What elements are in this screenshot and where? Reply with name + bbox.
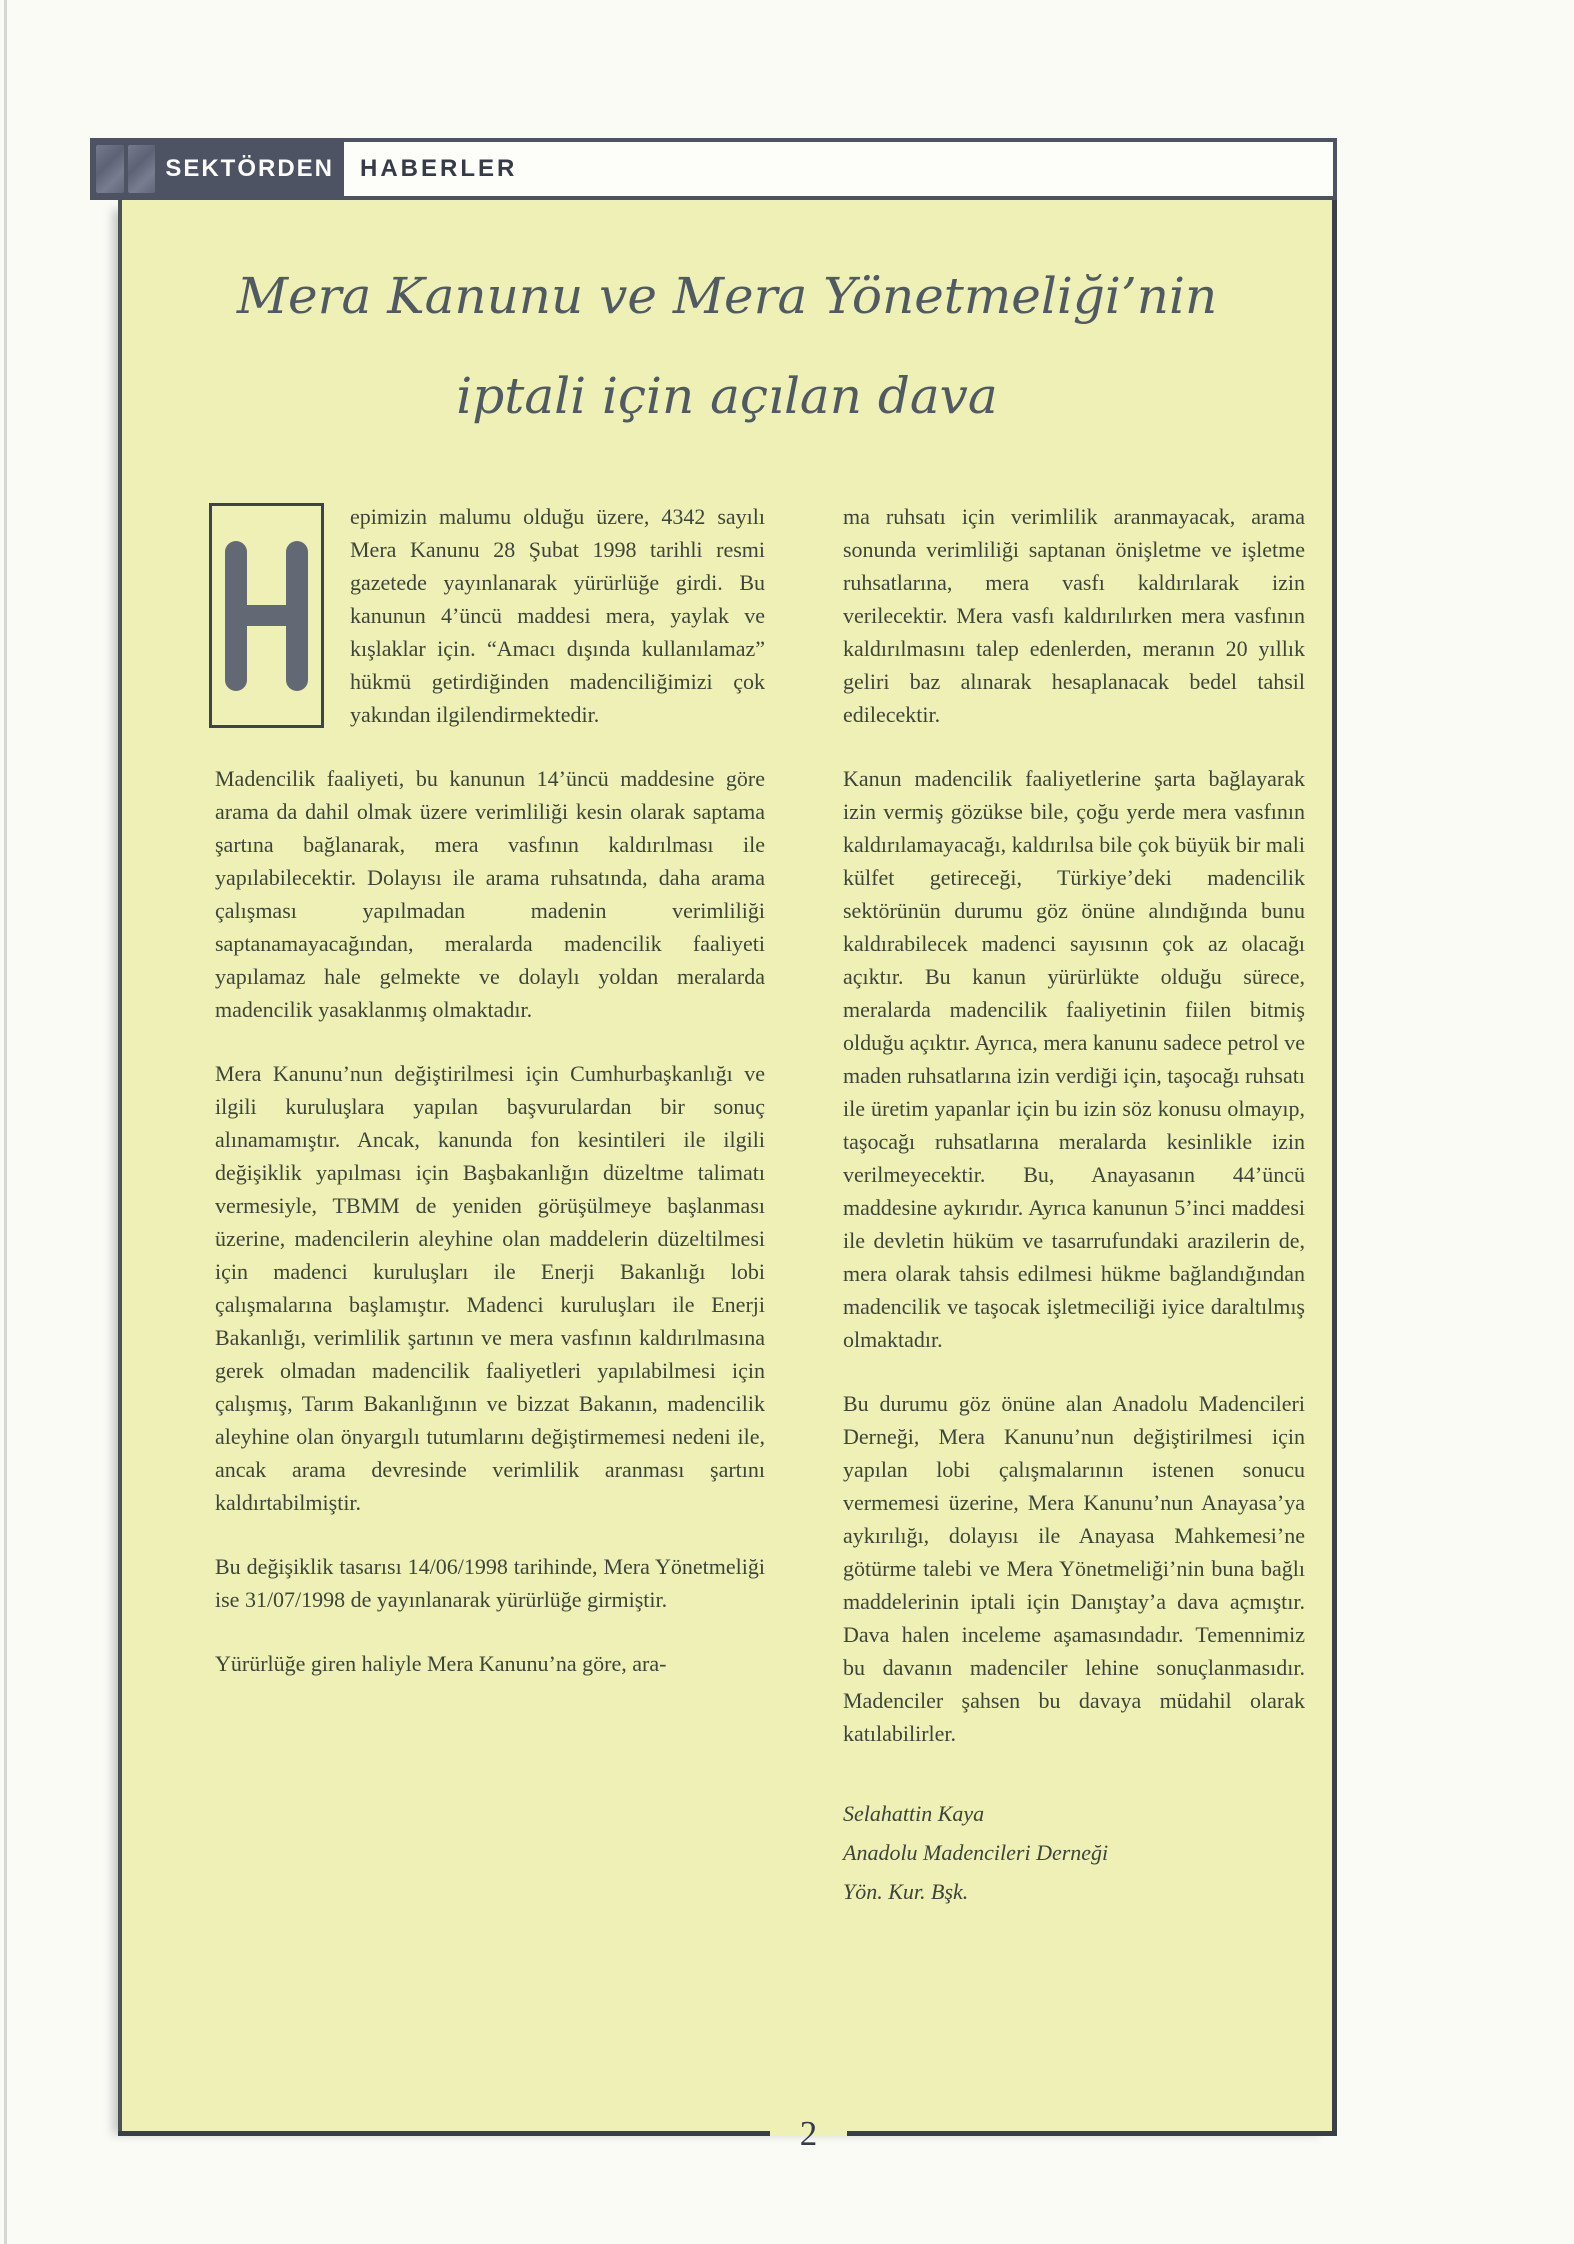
page-number: 2	[799, 2114, 818, 2153]
section-header-left	[90, 138, 334, 200]
right-column	[843, 500, 1305, 1911]
article-panel	[118, 200, 1337, 2153]
paragraph: Madencilik faaliyeti, bu kanunun 14’üncü maddesine göre arama da dahil olmak üzere verimliliği kesin olarak saptama şartına bağlanarak, mera vasfının kaldırılması ile yapılabilecektir. Dolayısı ile arama ruhsatında, daha arama çalışması yapılmadan madenin verimliliği saptanamayacağından, meralarda madencilik faaliyeti yapılamaz hale gelmekte ve dolaylı yoldan meralarda madencilik yasaklanmış olmaktadır.	[215, 766, 765, 1022]
section-label: SEKTÖRDEN	[165, 155, 334, 182]
paragraph: Bu durumu göz önüne alan Anadolu Madencileri Derneği, Mera Kanunu’nun değiştirilmesi için yapılan lobi çalışmalarının istenen sonucu vermemesi üzerine, Mera Kanunu’nun Anayasa’ya aykırılığı, dolayısı ile Anayasa Mahkemesi’ne götürme talebi ve Mera Yönetmeliği’nin buna bağlı maddelerinin iptali için Danıştay’a dava açmıştır. Dava halen inceleme aşamasındadır. Temennimiz bu davanın madenciler lehine sonuçlanmasıdır. Madenciler şahsen bu davaya müdahil olarak katılabilirler.	[843, 1391, 1305, 1746]
paragraph: ma ruhsatı için verimlilik aranmayacak, arama sonunda verimliliği saptanan önişletme ve işletme ruhsatlarına, mera vasfı kaldırılarak izin verilecektir. Mera vasfı kaldırılırken mera vasfının kaldırılmasını talep edenlerden, meranın 20 yıllık geliri baz alınarak hesaplanacak bedel tahsil edilecektir.	[843, 504, 1305, 727]
paragraph: Bu değişiklik tasarısı 14/06/1998 tarihinde, Mera Yönetmeliği ise 31/07/1998 de yayınlanarak yürürlüğe girmiştir.	[215, 1554, 765, 1612]
paragraph: Kanun madencilik faaliyetlerine şarta bağlayarak izin vermiş gözükse bile, çoğu yerde mera vasfının kaldırılamayacağı, kaldırılsa bile çok büyük bir mali külfet getireceği, Türkiye’deki madencilik sektörünün durumu göz önüne alındığında bunu kaldırabilecek madenci sayısının çok az olacağı açıktır. Bu kanun yürürlükte olduğu sürece, meralarda madencilik faaliyetinin fiilen bitmiş olduğu açıktır. Ayrıca, mera kanunu sadece petrol ve maden ruhsatlarına izin verdiği için, taşocağı ruhsatı ile üretim yapanlar için bu izin söz konusu olmayıp, taşocağı ruhsatlarına meralarda kesinlikle izin verilmeyecektir. Bu, Anayasanın 44’üncü maddesine aykırıdır. Ayrıca kanunun 5’inci maddesi ile devletin hüküm ve tasarrufundaki arazilerin de, mera olarak tahsis edilmesi hükme bağlandığından madencilik ve taşocak işletmeciliği iyice daraltılmış olmaktadır.	[843, 766, 1305, 1352]
signature-role: Yön. Kur. Bşk.	[843, 1879, 969, 1904]
column-gap	[765, 500, 843, 1911]
scan-edge-artifact	[4, 0, 7, 2244]
band-texture-square	[128, 145, 156, 193]
article-columns	[215, 500, 1308, 1911]
section-header-band	[90, 138, 1337, 200]
signature-name: Selahattin Kaya	[843, 1801, 985, 1826]
signature-block	[843, 1794, 1305, 1911]
article-title-line2: iptali için açılan dava	[456, 367, 998, 425]
bottom-rule-right	[847, 2131, 1337, 2136]
bottom-rule-left	[118, 2131, 770, 2136]
paragraph: Mera Kanunu’nun değiştirilmesi için Cumhurbaşkanlığı ve ilgili kuruluşlara yapılan başvurulardan bir sonuç alınamamıştır. Ancak, kanunda fon kesintileri ile ilgili değişiklik yapılması için Başbakanlığın düzeltme talimatı vermesiyle, TBMM de yeniden görüşülmeye başlanması üzerine, madencilerin aleyhine olan maddelerin düzeltilmesi için madenci kuruluşları ile Enerji Bakanlığı lobi çalışmalarına başlamıştır. Madenci kuruluşları ile Enerji Bakanlığı, verimlilik şartının ve mera vasfının kaldırılmasına gerek olmadan madencilik faaliyetleri yapılabilmesi için çalışmış, Tarım Bakanlığının ve bizzat Bakanın, madencilik aleyhine olan önyargılı tutumlarını değiştirmemesi nedeni ile, ancak arama devresinde verimlilik aranması şartını kaldırtabilmiştir.	[215, 1061, 765, 1515]
left-column	[215, 500, 765, 1911]
drop-cap-box	[209, 503, 324, 728]
paragraph: Yürürlüğe giren haliyle Mera Kanunu’na göre, ara-	[215, 1651, 667, 1676]
paragraph	[215, 500, 765, 731]
paragraph-text: epimizin malumu olduğu üzere, 4342 sayılı Mera Kanunu 28 Şubat 1998 tarihli resmi gazetede yayınlanarak yürürlüğe girdi. Bu kanunun 4’üncü maddesi mera, yaylak ve kışlaklar için. “Amacı dışında kullanılamaz” hükmü getirdiğinden madenciliğimizi çok yakından ilgilendirmektedir.	[350, 504, 765, 727]
category-box	[344, 142, 1333, 196]
category-label: HABERLER	[360, 155, 518, 182]
article-title	[152, 246, 1302, 446]
article-title-line1: Mera Kanunu ve Mera Yönetmeliği’nin	[236, 267, 1218, 325]
drop-cap-letter-h-icon	[219, 541, 314, 691]
band-texture-square	[96, 145, 124, 193]
signature-organization: Anadolu Madencileri Derneği	[843, 1840, 1109, 1865]
